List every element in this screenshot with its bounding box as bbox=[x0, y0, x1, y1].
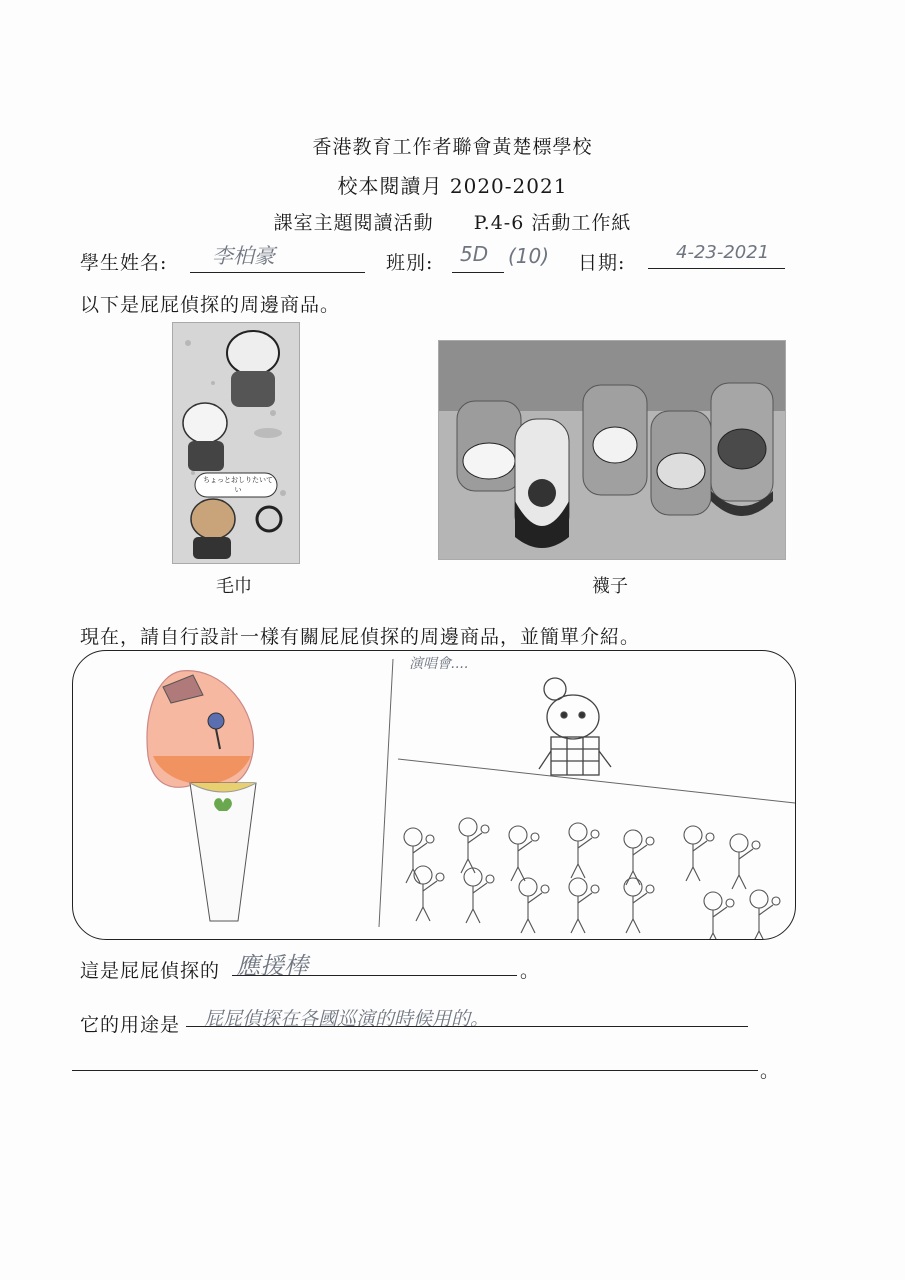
light-stick-drawing bbox=[147, 671, 256, 921]
audience-figure bbox=[414, 866, 444, 921]
audience-figure bbox=[750, 890, 780, 939]
audience-figure bbox=[404, 828, 434, 883]
answer3-underline bbox=[72, 1070, 758, 1071]
audience-figure bbox=[459, 818, 489, 873]
activity-title bbox=[0, 208, 905, 235]
socks-photo bbox=[438, 340, 786, 560]
answer1-underline bbox=[232, 975, 517, 976]
task-instruction: 現在，請自行設計一樣有關屁屁偵探的周邊商品，並簡單介紹。 bbox=[80, 626, 641, 648]
audience-figure bbox=[624, 830, 654, 885]
worksheet-name: P.4-6 活動工作紙 bbox=[473, 212, 632, 234]
answer2-prefix: 它的用途是 bbox=[80, 1014, 181, 1036]
answer1-suffix: 。 bbox=[520, 960, 541, 982]
answer1-prefix: 這是屁屁偵探的 bbox=[80, 960, 221, 982]
class-label: 班別: bbox=[386, 252, 434, 274]
activity-name: 課室主題閱讀活動 bbox=[273, 212, 434, 234]
class-number: (10) bbox=[508, 244, 550, 268]
name-underline bbox=[190, 272, 365, 273]
student-drawing bbox=[73, 651, 795, 939]
school-name: 香港教育工作者聯會黃楚標學校 bbox=[312, 136, 593, 158]
class-underline bbox=[452, 272, 504, 273]
audience-figure bbox=[704, 892, 734, 939]
answer3-suffix: 。 bbox=[760, 1060, 781, 1082]
audience-drawing bbox=[404, 818, 780, 939]
audience-figure bbox=[569, 823, 599, 878]
towel-illustration bbox=[173, 323, 299, 563]
date-value: 4-23-2021 bbox=[676, 242, 770, 263]
towel-bubble-text: ちょっとおしりたいてい bbox=[203, 476, 273, 494]
towel-photo bbox=[172, 322, 300, 564]
drawing-box bbox=[72, 650, 796, 940]
audience-figure bbox=[730, 834, 760, 889]
audience-figure bbox=[569, 878, 599, 933]
answer1-value: 應援棒 bbox=[236, 952, 308, 980]
answer2-underline bbox=[186, 1026, 748, 1027]
audience-figure bbox=[519, 878, 549, 933]
socks-illustration bbox=[439, 341, 785, 559]
concert-label: 演唱會.... bbox=[409, 656, 469, 672]
answer2-value: 屁屁偵探在各國巡演的時候用的。 bbox=[204, 1008, 490, 1030]
date-underline bbox=[648, 268, 785, 269]
intro-text: 以下是屁屁偵探的周邊商品。 bbox=[80, 294, 341, 316]
name-label: 學生姓名: bbox=[80, 252, 168, 274]
socks-caption: 襪子 bbox=[592, 576, 628, 597]
reading-month-title: 校本閱讀月 2020-2021 bbox=[337, 174, 568, 198]
audience-figure bbox=[624, 878, 654, 933]
audience-figure bbox=[464, 868, 494, 923]
name-value: 李柏豪 bbox=[212, 244, 275, 268]
date-label: 日期: bbox=[578, 252, 626, 274]
audience-figure bbox=[509, 826, 539, 881]
class-value: 5D bbox=[460, 242, 489, 266]
towel-caption: 毛巾 bbox=[216, 576, 252, 597]
audience-figure bbox=[684, 826, 714, 881]
